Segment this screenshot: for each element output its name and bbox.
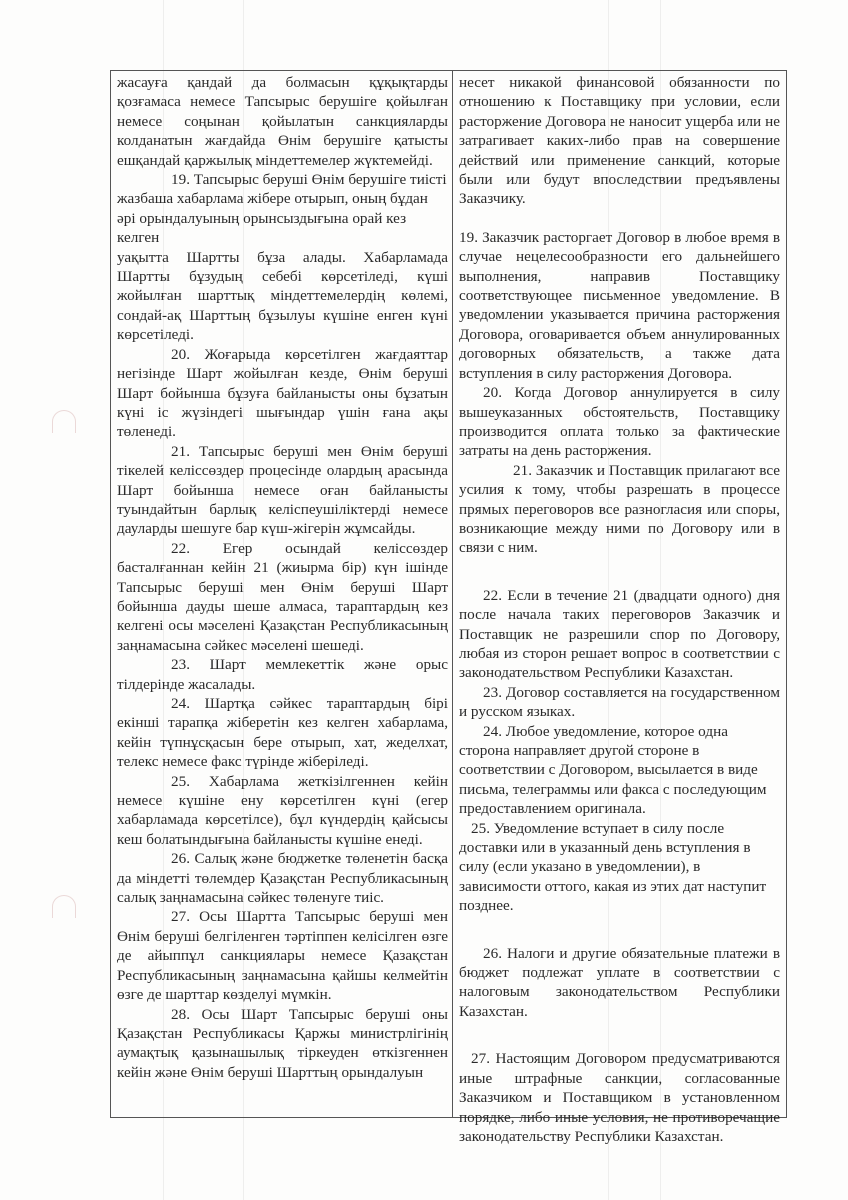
paragraph-ru-22: 22. Если в течение 21 (двадцати одного) дня после начала таких переговоров Заказчик и Поставщик не разрешили спор по Договору, любая из сторон решает вопрос в соответствии с законодательством Республики Казахстан. [459, 586, 780, 682]
paragraph-kk-27: 27. Осы Шартта Тапсырыс беруші мен Өнім беруші белгіленген тәртіппен келісілген өзге де айыппұл санкциялары немесе Қазақстан Республикасының заңнамасына қайшы келмейтін өзге де шарттар көзделуі мүмкін. [117, 908, 448, 1004]
paragraph-kk-22: 22. Егер осындай келіссөздер басталғаннан кейін 21 (жиырма бір) күн ішінде Тапсырыс беруші мен Өнім беруші Шарт бойынша дауды шеше алмаса, тараптардың кез келгені осы мәселені Қазақстан Республикасының заңнамасына сәйкес мәселені шешеді. [117, 539, 448, 654]
paragraph-ru-18-cont: несет никакой финансовой обязанности по отношению к Поставщику при условии, если расторжение Договора не наносит ущерба или не затрагивает каких-либо прав на совершение действий или применение санкций, которые были или будут впоследствии предъявлены Заказчику. [459, 74, 780, 208]
paragraph-kk-21: 21. Тапсырыс беруші мен Өнім беруші тікелей келіссөздер процесінде олардың арасында Шарт бойынша немесе оған байланысты туындайтын барлық келіспеушіліктерді немесе дауларды шешуге бар күш-жігерін жұмсайды. [117, 442, 448, 538]
russian-column [453, 71, 786, 1145]
paragraph-kk-20: 20. Жоғарыда көрсетілген жағдаяттар негізінде Шарт жойылған кезде, Өнім беруші Шарт бойынша бұзуға байланысты оны бұзатын күні іс жүзіндегі шығындар үшін ғана ақы төленеді. [117, 345, 448, 441]
paragraph-kk-26: 26. Салық және бюджетке төленетін басқа да міндетті төлемдер Қазақстан Республикасының салық заңнамасына сәйкес төленуге тиіс. [117, 850, 448, 907]
paragraph-kk-19: 19. Тапсырыс беруші Өнім берушіге тиісті жазбаша хабарлама жібере отырып, оның бұдан әрі орындалуының орынсыздығына орай кез келген [117, 171, 447, 247]
bilingual-contract-table [110, 70, 787, 1145]
paragraph-ru-19: 19. Заказчик расторгает Договор в любое время в случае нецелесообразности его дальнейшего выполнения, направив Поставщику соответствующее письменное уведомление. В уведомлении указывается причина расторжения Договора, оговаривается объем аннулированных договорных обязательств, а также дата вступления в силу расторжения Договора. [459, 228, 780, 382]
paragraph-kk-24: 24. Шартқа сәйкес тараптардың бірі екінші тарапқа жіберетін кез келген хабарлама, кейін түпнұсқасын бере отырып, хат, жеделхат, телекс немесе факс түрінде жіберіледі. [117, 695, 448, 771]
paragraph-ru-21: 21. Заказчик и Поставщик прилагают все усилия к тому, чтобы разрешать в процессе прямых переговоров все разногласия или споры, возникающие между ними по Договору или в связи с ним. [459, 461, 780, 557]
paragraph-ru-27: 27. Настоящим Договором предусматриваются иные штрафные санкции, согласованные Заказчиком и Поставщиком в установленном порядке, либо иные условия, не противоречащие законодательству Республики Казахстан. [459, 1050, 780, 1145]
paragraph-kk-23: 23. Шарт мемлекеттік және орыс тілдерінде жасалады. [117, 656, 448, 693]
punch-hole-mark [52, 410, 76, 433]
paragraph-ru-26: 26. Налоги и другие обязательные платежи в бюджет подлежат уплате в соответствии с налоговым законодательством Республики Казахстан. [459, 944, 780, 1020]
paragraph-kk-18-cont: жасауға қандай да болмасын құқықтарды қозғамаса немесе Тапсырыс берушіге қойылған немесе соңынан қойылатын санкцияларды колданатын жағдайда Өнім берушіге қатысты ешқандай қаржылық міндеттемелер жүктемейді. [117, 74, 448, 169]
paragraph-kk-19-cont: уақытта Шартты бұза алады. Хабарламада Шартты бұзудың себебі көрсетіледі, күші жойылған шарттық міндеттемелердің көлемі, сондай-ақ Шарттың бұзылуы күшіне енген күні көрсетіледі. [117, 248, 448, 344]
punch-hole-mark [52, 895, 76, 918]
kazakh-column [111, 71, 453, 1117]
paragraph-kk-25: 25. Хабарлама жеткізілгеннен кейін немесе күшіне ену көрсетілген күні (егер хабарламада көрсетілсе), бұл күндердің қайсысы кеш болатындығына байланысты күшіне енеді. [117, 772, 448, 848]
paragraph-ru-25: 25. Уведомление вступает в силу после доставки или в указанный день вступления в силу (если указано в уведомлении), в зависимости оттого, какая из этих дат наступит позднее. [459, 819, 767, 915]
paragraph-ru-23: 23. Договор составляется на государственном и русском языках. [459, 683, 780, 721]
paragraph-ru-24: 24. Любое уведомление, которое одна сторона направляет другой стороне в соответствии с Договором, высылается в виде письма, телеграммы или факса с последующим предоставлением оригинала. [459, 722, 767, 818]
paragraph-kk-28: 28. Осы Шарт Тапсырыс беруші оны Қазақстан Республикасы Қаржы министрлігінің аумақтық қазынашылық тіркеуден өткізгеннен кейін және Өнім беруші Шарттың орындалуын [117, 1005, 448, 1081]
paragraph-ru-20: 20. Когда Договор аннулируется в силу вышеуказанных обстоятельств, Поставщику производится оплата только за фактические затраты на день расторжения. [459, 384, 780, 460]
